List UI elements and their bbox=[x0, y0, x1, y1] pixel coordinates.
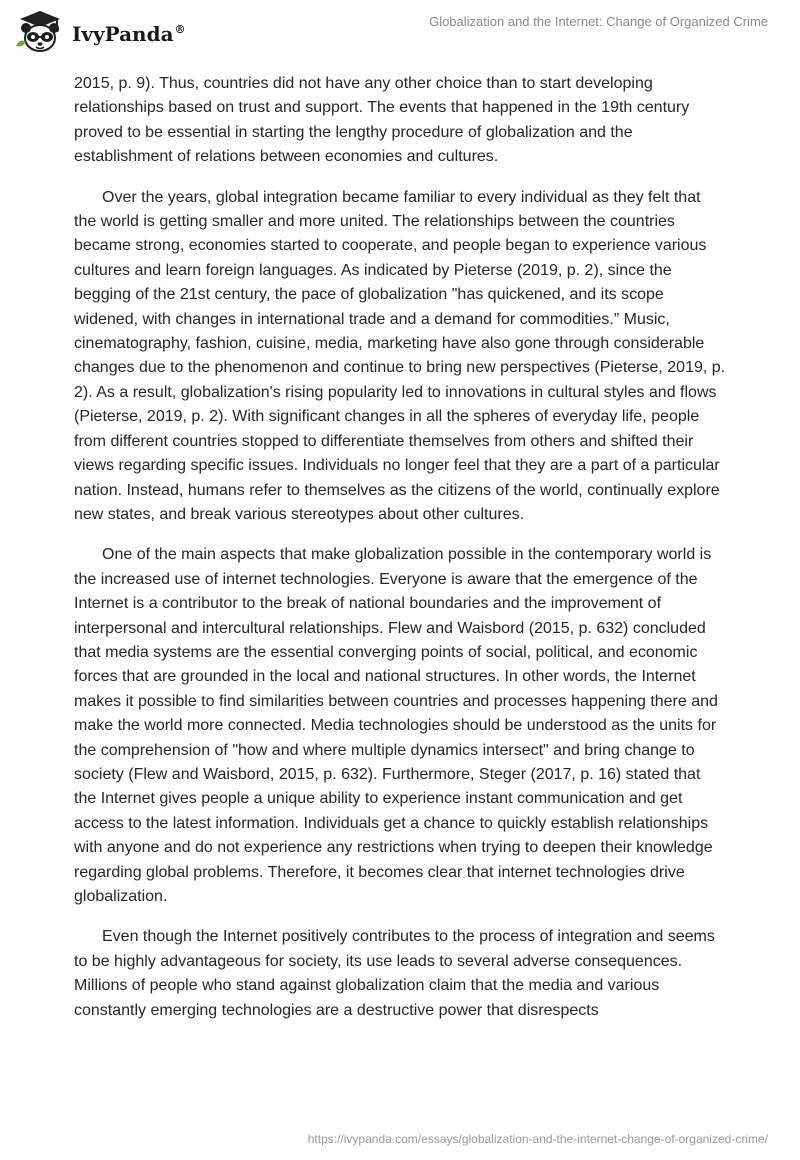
paragraph-continuation: 2015, p. 9). Thus, countries did not have any other choice than to start developing relationships based on trust and support. The events that happened in the 19th century proved to be essential in starting the lengthy procedure of globalization and the establishment of relations between economies and cultures. bbox=[74, 75, 690, 166]
paragraph-global-integration: Over the years, global integration became familiar to every individual as they felt that the world is getting smaller and more united. The relationships between the countries became strong, economies started to cooperate, and people began to experience various cultures and learn foreign languages. As indicated by Pieterse (2019, p. 2), since the begging of the 21st century, the pace of globalization "has quickened, and its scope widened, with changes in international trade and a demand for commodities.” Music, cinematography, fashion, cuisine, media, marketing have also gone through considerable changes due to the phenomenon and continue to bring new perspectives (Pieterse, 2019, p. 2). As a result, globalization's rising popularity led to innovations in cultural styles and flows (Pieterse, 2019, p. 2). With significant changes in all the spheres of everyday life, people from different countries stopped to differentiate themselves from others and shifted their views regarding specific issues. Individuals no longer feel that they are a part of a particular nation. Instead, humans refer to themselves as the citizens of the world, continually explore new states, and break various stereotypes about other cultures. bbox=[74, 188, 726, 523]
panda-graduate-icon bbox=[12, 8, 68, 56]
registered-mark: ® bbox=[174, 23, 186, 37]
paragraph-internet-technologies: One of the main aspects that make globalization possible in the contemporary world is the increased use of internet technologies. Everyone is aware that the emergence of the Internet is a contributor to the break of national boundaries and the improvement of interpersonal and intercultural relationships. Flew and Waisbord (2015, p. 632) concluded that media systems are the essential converging points of social, political, and economic forces that are grounded in the local and national structures. In other words, the Internet makes it possible to find similarities between countries and processes happening there and make the world more connected. Media technologies should be understood as the units for the comprehension of "how and where multiple dynamics intersect" and bring change to society (Flew and Waisbord, 2015, p. 632). Furthermore, Steger (2017, p. 16) stated that the Internet gives people a unique ability to experience instant communication and get access to the latest information. Individuals get a chance to quickly establish relationships with anyone and do not experience any restrictions when trying to deepen their knowledge regarding global problems. Therefore, it becomes clear that internet technologies drive globalization. bbox=[74, 546, 718, 905]
source-url[interactable]: https://ivypanda.com/essays/globalization-and-the-internet-change-of-organized-crime/ bbox=[307, 1132, 768, 1146]
ivypanda-logo[interactable] bbox=[12, 8, 186, 56]
paragraph-adverse-consequences: Even though the Internet positively contributes to the process of integration and seems to be highly advantageous for society, its use leads to several adverse consequences. Millions of people who stand against globalization claim that the media and various constantly emerging technologies are a destructive power that disrespects bbox=[74, 928, 715, 1019]
page-header bbox=[0, 0, 800, 62]
brand-name: IvyPanda® bbox=[72, 22, 186, 46]
essay-body bbox=[74, 72, 726, 1039]
document-title: Globalization and the Internet: Change of Organized Crime bbox=[429, 14, 768, 29]
